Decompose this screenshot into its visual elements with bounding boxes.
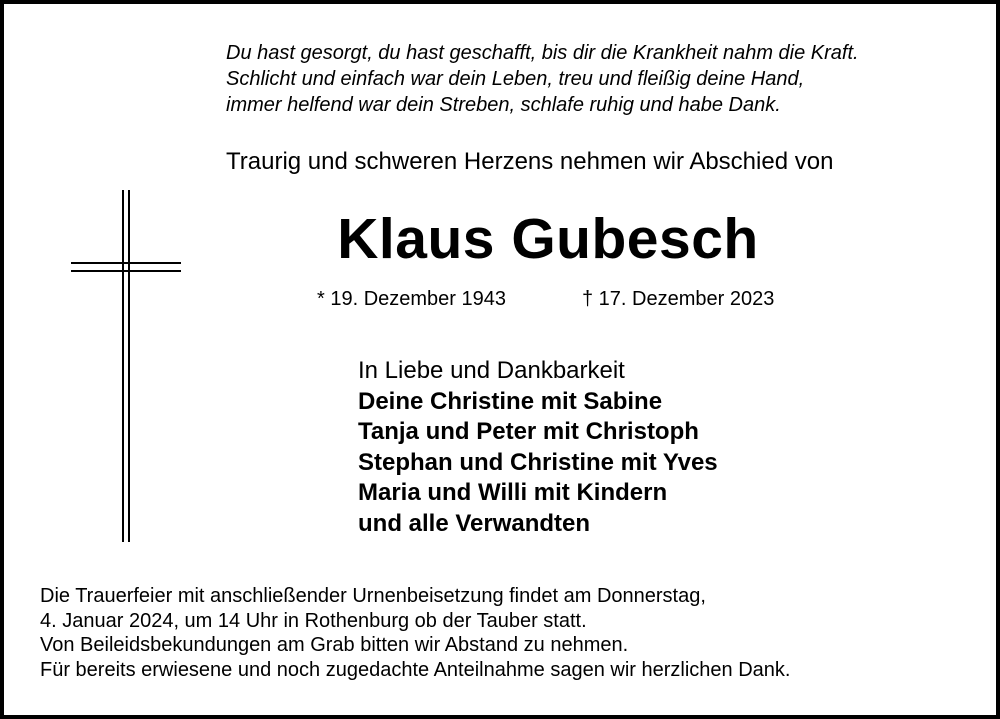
death-date: † 17. Dezember 2023 (582, 288, 775, 310)
funeral-line: Für bereits erwiesene und noch zugedachte Anteilnahme sagen wir herzlichen Dank. (40, 658, 791, 681)
poem-line: immer helfend war dein Streben, schlafe ruhig und habe Dank. (226, 94, 781, 116)
poem-line: Schlicht und einfach war dein Leben, treu und fleißig deine Hand, (226, 68, 805, 90)
funeral-line: Die Trauerfeier mit anschließender Urnenbeisetzung findet am Donnerstag, (40, 585, 706, 607)
farewell-intro: Traurig und schweren Herzens nehmen wir Abschied von (226, 148, 834, 175)
deceased-name: Klaus Gubesch (337, 207, 759, 271)
funeral-line: Von Beileidsbekundungen am Grab bitten wir Abstand zu nehmen. (40, 634, 629, 656)
mourner-entry: und alle Verwandten (358, 509, 591, 537)
birth-date: * 19. Dezember 1943 (317, 288, 507, 310)
mourner-entry: Stephan und Christine mit Yves (358, 448, 718, 476)
mourner-entry: Maria und Willi mit Kindern (358, 479, 668, 506)
poem-line: Du hast gesorgt, du hast geschafft, bis dir die Krankheit nahm die Kraft. (226, 42, 859, 64)
mourners-list (358, 356, 718, 539)
mourner-entry: Tanja und Peter mit Christoph (358, 418, 699, 445)
funeral-line: 4. Januar 2024, um 14 Uhr in Rothenburg ob der Tauber statt. (40, 609, 587, 632)
funeral-information (40, 584, 790, 682)
mourner-entry: Deine Christine mit Sabine (358, 387, 663, 415)
mourners-intro: In Liebe und Dankbarkeit (358, 357, 625, 384)
poem (226, 40, 859, 118)
